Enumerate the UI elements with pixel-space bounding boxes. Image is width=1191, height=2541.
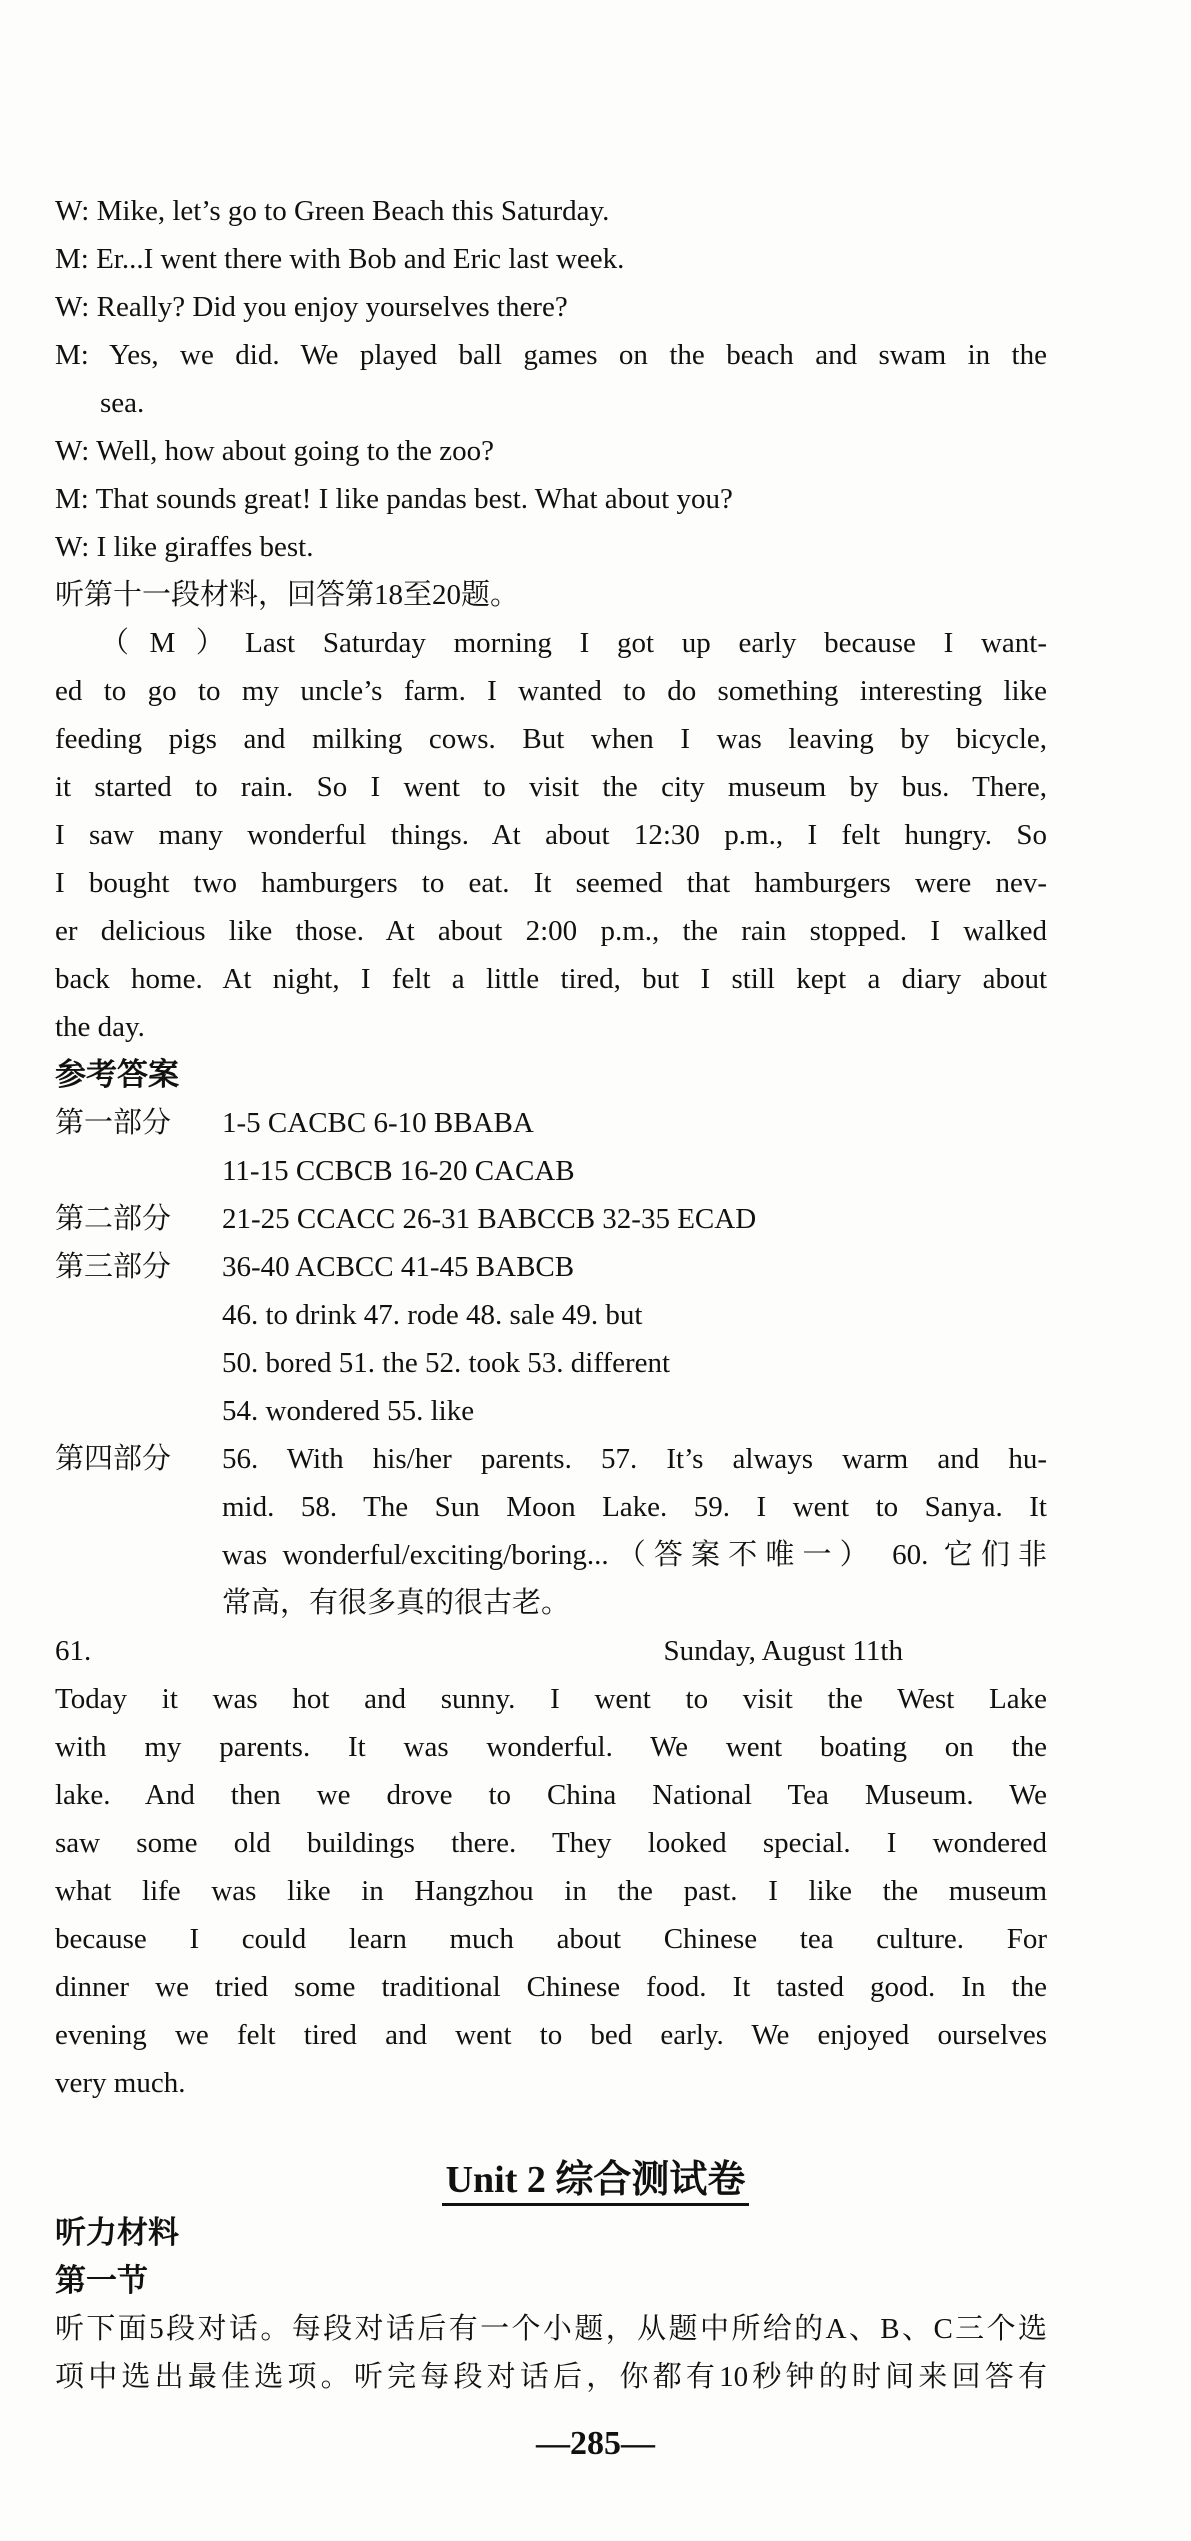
- section-instruction: 听第十一段材料，回答第18至20题。: [55, 579, 520, 611]
- answer-text: 21-25 CCACC 26-31 BABCCB 32-35 ECAD: [222, 1203, 757, 1235]
- monologue-line: I bought two hamburgers to eat. It seemed that hamburgers were nev-: [55, 867, 1047, 899]
- essay-line: saw some old buildings there. They looked special. I wondered: [55, 1827, 1047, 1859]
- answer-part-label: 第一部分: [55, 1107, 172, 1139]
- essay-number: 61.: [55, 1635, 92, 1667]
- dialogue-line: sea.: [100, 387, 145, 419]
- dialogue-line: W: Mike, let’s go to Green Beach this Saturday.: [55, 195, 610, 227]
- answer-part-label: 第四部分: [55, 1443, 172, 1475]
- answer-heading: 参考答案: [55, 1057, 179, 1093]
- instruction-line: 项中选出最佳选项。听完每段对话后，你都有10秒钟的时间来回答有: [55, 2361, 1047, 2393]
- answer-text: mid. 58. The Sun Moon Lake. 59. I went to Sanya. It: [222, 1491, 1047, 1523]
- dialogue-line: M: Yes, we did. We played ball games on the beach and swam in the: [55, 339, 1047, 371]
- essay-line: with my parents. It was wonderful. We went boating on the: [55, 1731, 1047, 1763]
- dialogue-line: W: Really? Did you enjoy yourselves there?: [55, 291, 568, 323]
- answer-text: was wonderful/exciting/boring...（答案不唯一） 60. 它们非: [222, 1539, 1047, 1571]
- answer-text: 46. to drink 47. rode 48. sale 49. but: [222, 1299, 643, 1331]
- monologue-line: back home. At night, I felt a little tired, but I still kept a diary about: [55, 963, 1047, 995]
- essay-date: Sunday, August 11th: [663, 1635, 903, 1667]
- essay-line: what life was like in Hangzhou in the past. I like the museum: [55, 1875, 1047, 1907]
- essay-line: evening we felt tired and went to bed early. We enjoyed ourselves: [55, 2019, 1047, 2051]
- essay-line: because I could learn much about Chinese tea culture. For: [55, 1923, 1047, 1955]
- essay-header: [55, 1631, 1047, 1671]
- monologue-line: it started to rain. So I went to visit the city museum by bus. There,: [55, 771, 1047, 803]
- answer-part-label: 第二部分: [55, 1203, 172, 1235]
- monologue-line: er delicious like those. At about 2:00 p.m., the rain stopped. I walked: [55, 915, 1047, 947]
- answer-row: [55, 1199, 1047, 1239]
- listening-heading: 听力材料: [55, 2215, 179, 2251]
- answer-text: 56. With his/her parents. 57. It’s always warm and hu-: [222, 1443, 1047, 1475]
- answer-text: 1-5 CACBC 6-10 BBABA: [222, 1107, 534, 1139]
- dialogue-line: W: I like giraffes best.: [55, 531, 314, 563]
- monologue-line: the day.: [55, 1011, 145, 1043]
- section-heading: 第一节: [55, 2263, 148, 2299]
- answer-row: [55, 1103, 1047, 1143]
- instruction-line: 听下面5段对话。每段对话后有一个小题，从题中所给的A、B、C三个选: [55, 2313, 1047, 2345]
- dialogue-line: W: Well, how about going to the zoo?: [55, 435, 495, 467]
- dialogue-line: M: That sounds great! I like pandas best. What about you?: [55, 483, 733, 515]
- answer-part-label: 第三部分: [55, 1251, 172, 1283]
- answer-text: 常高，有很多真的很古老。: [222, 1587, 571, 1619]
- answer-text: 50. bored 51. the 52. took 53. different: [222, 1347, 671, 1379]
- essay-line: very much.: [55, 2067, 186, 2099]
- answer-row: [55, 1247, 1047, 1287]
- answer-text: 54. wondered 55. like: [222, 1395, 475, 1427]
- dialogue-line: M: Er...I went there with Bob and Eric last week.: [55, 243, 625, 275]
- monologue-line: ed to go to my uncle’s farm. I wanted to do something interesting like: [55, 675, 1047, 707]
- monologue-line: （M）Last Saturday morning I got up early because I want-: [100, 627, 1047, 659]
- monologue-line: I saw many wonderful things. At about 12:30 p.m., I felt hungry. So: [55, 819, 1047, 851]
- unit-title: [0, 2155, 1191, 2205]
- monologue-line: feeding pigs and milking cows. But when I was leaving by bicycle,: [55, 723, 1047, 755]
- unit-title-text: Unit 2 综合测试卷: [442, 2159, 750, 2206]
- answer-text: 11-15 CCBCB 16-20 CACAB: [222, 1155, 575, 1187]
- page-number: —285—: [536, 2425, 655, 2462]
- essay-line: dinner we tried some traditional Chinese food. It tasted good. In the: [55, 1971, 1047, 2003]
- answer-text: 36-40 ACBCC 41-45 BABCB: [222, 1251, 575, 1283]
- essay-line: Today it was hot and sunny. I went to visit the West Lake: [55, 1683, 1047, 1715]
- essay-line: lake. And then we drove to China National Tea Museum. We: [55, 1779, 1047, 1811]
